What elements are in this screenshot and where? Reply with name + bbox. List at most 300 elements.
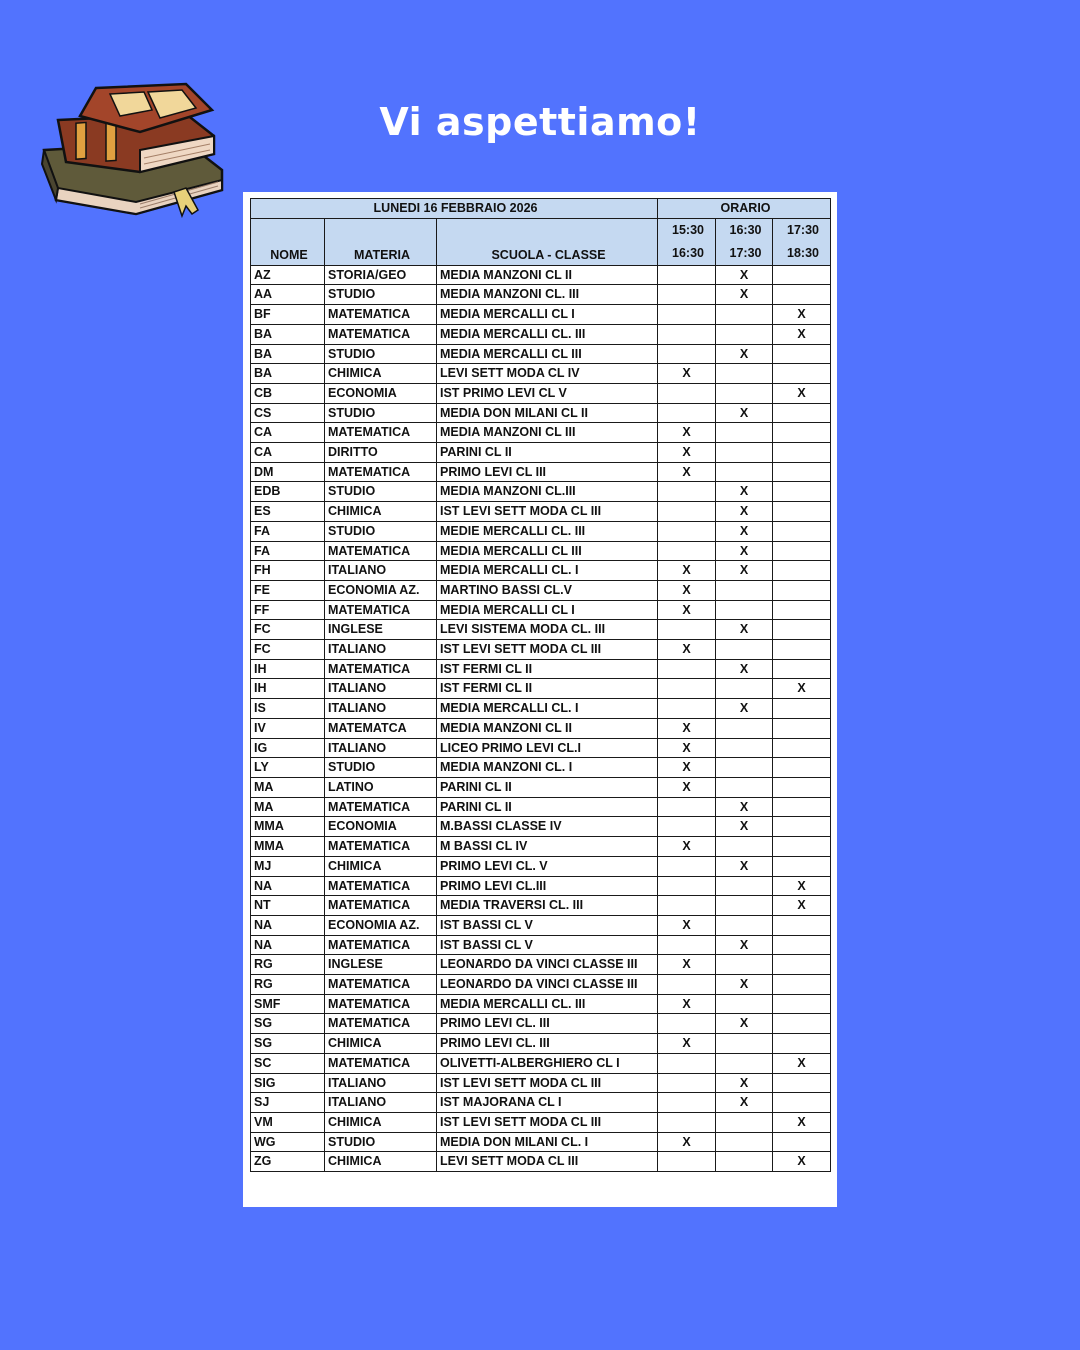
cell-materia: MATEMATICA <box>325 324 437 344</box>
cell-materia: CHIMICA <box>325 1034 437 1054</box>
cell-slot-2: X <box>716 1093 773 1113</box>
cell-scuola: PRIMO LEVI CL. III <box>437 1014 658 1034</box>
cell-materia: MATEMATCA <box>325 718 437 738</box>
cell-scuola: IST FERMI CL II <box>437 659 658 679</box>
cell-nome: MMA <box>251 817 325 837</box>
cell-scuola: MEDIA MERCALLI CL. I <box>437 699 658 719</box>
cell-scuola: MEDIA MERCALLI CL I <box>437 305 658 325</box>
cell-slot-3 <box>773 403 831 423</box>
cell-scuola: IST FERMI CL II <box>437 679 658 699</box>
cell-slot-3: X <box>773 876 831 896</box>
cell-slot-2 <box>716 383 773 403</box>
cell-materia: CHIMICA <box>325 1152 437 1172</box>
table-row <box>251 324 831 344</box>
cell-materia: MATEMATICA <box>325 305 437 325</box>
cell-slot-3 <box>773 285 831 305</box>
cell-slot-1 <box>658 403 716 423</box>
cell-slot-2 <box>716 364 773 384</box>
cell-slot-1 <box>658 659 716 679</box>
cell-nome: AA <box>251 285 325 305</box>
cell-slot-1 <box>658 975 716 995</box>
cell-slot-3 <box>773 541 831 561</box>
cell-materia: STUDIO <box>325 482 437 502</box>
cell-scuola: MEDIA MANZONI CL. III <box>437 285 658 305</box>
cell-materia: STUDIO <box>325 344 437 364</box>
table-row <box>251 265 831 285</box>
cell-materia: CHIMICA <box>325 1112 437 1132</box>
cell-slot-1 <box>658 344 716 364</box>
cell-slot-3 <box>773 994 831 1014</box>
cell-slot-1 <box>658 699 716 719</box>
cell-materia: MATEMATICA <box>325 423 437 443</box>
cell-slot-3 <box>773 443 831 463</box>
cell-materia: STUDIO <box>325 1132 437 1152</box>
cell-slot-2 <box>716 324 773 344</box>
cell-nome: IS <box>251 699 325 719</box>
cell-scuola: MEDIA MERCALLI CL. III <box>437 324 658 344</box>
cell-materia: STUDIO <box>325 521 437 541</box>
cell-nome: IV <box>251 718 325 738</box>
cell-nome: RG <box>251 955 325 975</box>
cell-materia: MATEMATICA <box>325 896 437 916</box>
cell-materia: MATEMATICA <box>325 462 437 482</box>
cell-scuola: PARINI CL II <box>437 443 658 463</box>
cell-slot-2 <box>716 876 773 896</box>
cell-materia: MATEMATICA <box>325 837 437 857</box>
cell-materia: ITALIANO <box>325 738 437 758</box>
cell-slot-1 <box>658 935 716 955</box>
table-row <box>251 758 831 778</box>
cell-scuola: LEVI SISTEMA MODA CL. III <box>437 620 658 640</box>
column-header-materia: MATERIA <box>325 218 437 265</box>
cell-slot-1 <box>658 521 716 541</box>
cell-scuola: MEDIA MERCALLI CL III <box>437 541 658 561</box>
cell-slot-3: X <box>773 1112 831 1132</box>
cell-scuola: PRIMO LEVI CL. III <box>437 1034 658 1054</box>
table-row <box>251 1132 831 1152</box>
table-row <box>251 797 831 817</box>
cell-slot-1 <box>658 896 716 916</box>
cell-scuola: MEDIA TRAVERSI CL. III <box>437 896 658 916</box>
slot-header <box>658 218 716 265</box>
cell-slot-2 <box>716 600 773 620</box>
cell-slot-1 <box>658 482 716 502</box>
cell-nome: SG <box>251 1014 325 1034</box>
cell-scuola: LEVI SETT MODA CL IV <box>437 364 658 384</box>
cell-nome: DM <box>251 462 325 482</box>
cell-slot-3 <box>773 364 831 384</box>
cell-slot-1 <box>658 876 716 896</box>
cell-nome: MA <box>251 797 325 817</box>
cell-scuola: IST LEVI SETT MODA CL III <box>437 1073 658 1093</box>
cell-nome: IH <box>251 659 325 679</box>
cell-slot-3 <box>773 856 831 876</box>
cell-slot-3 <box>773 620 831 640</box>
cell-scuola: MEDIA MERCALLI CL. I <box>437 561 658 581</box>
table-row <box>251 699 831 719</box>
cell-scuola: OLIVETTI-ALBERGHIERO CL I <box>437 1053 658 1073</box>
schedule-sheet <box>243 192 837 1207</box>
cell-slot-2 <box>716 758 773 778</box>
cell-slot-1: X <box>658 580 716 600</box>
cell-nome: CB <box>251 383 325 403</box>
cell-slot-1 <box>658 817 716 837</box>
cell-materia: ECONOMIA <box>325 817 437 837</box>
cell-slot-3: X <box>773 305 831 325</box>
cell-slot-3 <box>773 1014 831 1034</box>
cell-nome: ZG <box>251 1152 325 1172</box>
cell-materia: MATEMATICA <box>325 600 437 620</box>
slot-header <box>716 218 773 265</box>
slot-end: 17:30 <box>729 245 762 260</box>
cell-slot-1: X <box>658 777 716 797</box>
cell-materia: INGLESE <box>325 955 437 975</box>
cell-slot-3 <box>773 975 831 995</box>
cell-slot-1: X <box>658 640 716 660</box>
cell-nome: NA <box>251 915 325 935</box>
cell-slot-1: X <box>658 1132 716 1152</box>
table-row <box>251 896 831 916</box>
cell-slot-1 <box>658 856 716 876</box>
cell-scuola: MARTINO BASSI CL.V <box>437 580 658 600</box>
cell-slot-2 <box>716 738 773 758</box>
table-row <box>251 423 831 443</box>
cell-slot-1: X <box>658 1034 716 1054</box>
cell-nome: SC <box>251 1053 325 1073</box>
table-row <box>251 1152 831 1172</box>
cell-nome: FA <box>251 521 325 541</box>
cell-scuola: IST BASSI CL V <box>437 935 658 955</box>
cell-slot-3 <box>773 640 831 660</box>
cell-nome: FE <box>251 580 325 600</box>
cell-slot-1 <box>658 620 716 640</box>
table-row <box>251 659 831 679</box>
cell-nome: FC <box>251 620 325 640</box>
table-row <box>251 975 831 995</box>
cell-slot-3 <box>773 561 831 581</box>
table-row <box>251 580 831 600</box>
cell-slot-2 <box>716 915 773 935</box>
cell-materia: MATEMATICA <box>325 541 437 561</box>
cell-slot-1 <box>658 285 716 305</box>
cell-slot-3 <box>773 659 831 679</box>
slot-end: 16:30 <box>672 245 705 260</box>
table-row <box>251 620 831 640</box>
table-row <box>251 1093 831 1113</box>
cell-slot-1 <box>658 1112 716 1132</box>
cell-slot-1 <box>658 305 716 325</box>
cell-nome: AZ <box>251 265 325 285</box>
slot-start: 16:30 <box>729 222 762 237</box>
cell-scuola: MEDIA MANZONI CL II <box>437 265 658 285</box>
cell-materia: MATEMATICA <box>325 797 437 817</box>
cell-slot-1 <box>658 383 716 403</box>
table-row <box>251 600 831 620</box>
cell-slot-2 <box>716 423 773 443</box>
cell-nome: VM <box>251 1112 325 1132</box>
cell-slot-2 <box>716 837 773 857</box>
cell-nome: MA <box>251 777 325 797</box>
cell-slot-2 <box>716 1152 773 1172</box>
cell-slot-2: X <box>716 482 773 502</box>
cell-nome: NA <box>251 935 325 955</box>
table-row <box>251 285 831 305</box>
cell-slot-1: X <box>658 758 716 778</box>
cell-scuola: MEDIA DON MILANI CL II <box>437 403 658 423</box>
table-row <box>251 1014 831 1034</box>
cell-scuola: PARINI CL II <box>437 777 658 797</box>
date-header: LUNEDI 16 FEBBRAIO 2026 <box>251 199 658 219</box>
table-row <box>251 817 831 837</box>
cell-materia: CHIMICA <box>325 364 437 384</box>
cell-nome: FA <box>251 541 325 561</box>
table-row <box>251 521 831 541</box>
cell-scuola: IST LEVI SETT MODA CL III <box>437 640 658 660</box>
cell-slot-2: X <box>716 541 773 561</box>
cell-materia: MATEMATICA <box>325 876 437 896</box>
cell-slot-1 <box>658 265 716 285</box>
cell-slot-2: X <box>716 502 773 522</box>
cell-slot-1: X <box>658 994 716 1014</box>
cell-slot-1 <box>658 679 716 699</box>
cell-slot-2 <box>716 718 773 738</box>
cell-slot-2 <box>716 462 773 482</box>
cell-slot-2: X <box>716 403 773 423</box>
cell-scuola: LEONARDO DA VINCI CLASSE III <box>437 955 658 975</box>
cell-slot-3 <box>773 521 831 541</box>
cell-slot-2 <box>716 896 773 916</box>
table-row <box>251 994 831 1014</box>
cell-scuola: LEVI SETT MODA CL III <box>437 1152 658 1172</box>
cell-slot-1: X <box>658 837 716 857</box>
table-row <box>251 462 831 482</box>
cell-materia: ECONOMIA AZ. <box>325 580 437 600</box>
cell-nome: BA <box>251 344 325 364</box>
cell-scuola: MEDIA MANZONI CL III <box>437 423 658 443</box>
table-row <box>251 443 831 463</box>
cell-slot-2: X <box>716 699 773 719</box>
cell-slot-3 <box>773 797 831 817</box>
cell-scuola: MEDIA MERCALLI CL III <box>437 344 658 364</box>
cell-slot-2 <box>716 1132 773 1152</box>
cell-materia: MATEMATICA <box>325 659 437 679</box>
cell-scuola: MEDIA MERCALLI CL. III <box>437 994 658 1014</box>
cell-slot-1 <box>658 1053 716 1073</box>
cell-materia: MATEMATICA <box>325 1014 437 1034</box>
cell-slot-2 <box>716 1053 773 1073</box>
cell-slot-3 <box>773 462 831 482</box>
cell-scuola: MEDIA MANZONI CL. I <box>437 758 658 778</box>
cell-scuola: PARINI CL II <box>437 797 658 817</box>
cell-slot-2 <box>716 640 773 660</box>
cell-materia: ECONOMIA AZ. <box>325 915 437 935</box>
cell-slot-2: X <box>716 285 773 305</box>
cell-slot-3: X <box>773 1053 831 1073</box>
table-row <box>251 344 831 364</box>
table-row <box>251 482 831 502</box>
headline: Vi aspettiamo! <box>379 100 701 144</box>
cell-slot-1: X <box>658 718 716 738</box>
cell-slot-2 <box>716 443 773 463</box>
cell-slot-1: X <box>658 600 716 620</box>
table-row <box>251 640 831 660</box>
cell-scuola: PRIMO LEVI CL.III <box>437 876 658 896</box>
schedule-rows <box>251 265 831 1171</box>
cell-slot-2 <box>716 777 773 797</box>
cell-scuola: M.BASSI CLASSE IV <box>437 817 658 837</box>
cell-nome: CS <box>251 403 325 423</box>
cell-slot-3: X <box>773 383 831 403</box>
orario-header: ORARIO <box>658 199 831 219</box>
cell-slot-2 <box>716 580 773 600</box>
cell-slot-1 <box>658 502 716 522</box>
cell-nome: NA <box>251 876 325 896</box>
cell-materia: MATEMATICA <box>325 994 437 1014</box>
cell-slot-3 <box>773 738 831 758</box>
cell-slot-2: X <box>716 344 773 364</box>
cell-slot-1 <box>658 1014 716 1034</box>
table-row <box>251 955 831 975</box>
column-header-nome: NOME <box>251 218 325 265</box>
cell-materia: DIRITTO <box>325 443 437 463</box>
cell-slot-1: X <box>658 364 716 384</box>
column-header-scuola: SCUOLA - CLASSE <box>437 218 658 265</box>
cell-materia: MATEMATICA <box>325 975 437 995</box>
slot-start: 15:30 <box>672 222 705 237</box>
cell-slot-1: X <box>658 443 716 463</box>
cell-nome: IG <box>251 738 325 758</box>
cell-slot-3 <box>773 502 831 522</box>
cell-nome: IH <box>251 679 325 699</box>
cell-scuola: MEDIE MERCALLI CL. III <box>437 521 658 541</box>
cell-slot-3 <box>773 1132 831 1152</box>
table-row <box>251 935 831 955</box>
cell-scuola: M BASSI CL IV <box>437 837 658 857</box>
cell-slot-2: X <box>716 817 773 837</box>
cell-nome: BA <box>251 324 325 344</box>
cell-slot-1: X <box>658 915 716 935</box>
table-row <box>251 305 831 325</box>
cell-scuola: IST LEVI SETT MODA CL III <box>437 502 658 522</box>
cell-materia: CHIMICA <box>325 502 437 522</box>
cell-nome: LY <box>251 758 325 778</box>
cell-materia: STUDIO <box>325 285 437 305</box>
cell-slot-1: X <box>658 423 716 443</box>
cell-slot-3: X <box>773 679 831 699</box>
cell-slot-3 <box>773 1093 831 1113</box>
table-row <box>251 403 831 423</box>
cell-slot-2: X <box>716 659 773 679</box>
table-row <box>251 541 831 561</box>
cell-slot-1: X <box>658 561 716 581</box>
cell-slot-1: X <box>658 462 716 482</box>
cell-slot-3 <box>773 777 831 797</box>
cell-materia: ITALIANO <box>325 699 437 719</box>
cell-scuola: IST LEVI SETT MODA CL III <box>437 1112 658 1132</box>
table-row <box>251 364 831 384</box>
cell-nome: NT <box>251 896 325 916</box>
cell-materia: ITALIANO <box>325 679 437 699</box>
cell-materia: ECONOMIA <box>325 383 437 403</box>
cell-slot-3 <box>773 600 831 620</box>
slot-header <box>773 218 831 265</box>
slot-start: 17:30 <box>787 222 820 237</box>
cell-slot-1 <box>658 1093 716 1113</box>
cell-slot-3 <box>773 935 831 955</box>
cell-slot-2 <box>716 305 773 325</box>
table-row <box>251 718 831 738</box>
cell-nome: RG <box>251 975 325 995</box>
cell-slot-2: X <box>716 521 773 541</box>
cell-slot-2 <box>716 1112 773 1132</box>
cell-nome: MMA <box>251 837 325 857</box>
cell-materia: CHIMICA <box>325 856 437 876</box>
cell-slot-2 <box>716 955 773 975</box>
cell-slot-3 <box>773 758 831 778</box>
cell-slot-2: X <box>716 1014 773 1034</box>
cell-materia: ITALIANO <box>325 1093 437 1113</box>
cell-nome: SJ <box>251 1093 325 1113</box>
cell-materia: ITALIANO <box>325 640 437 660</box>
cell-slot-2: X <box>716 856 773 876</box>
cell-slot-3: X <box>773 1152 831 1172</box>
cell-slot-3: X <box>773 324 831 344</box>
cell-scuola: IST BASSI CL V <box>437 915 658 935</box>
cell-slot-3 <box>773 699 831 719</box>
cell-nome: WG <box>251 1132 325 1152</box>
cell-nome: ES <box>251 502 325 522</box>
cell-materia: ITALIANO <box>325 561 437 581</box>
cell-materia: STUDIO <box>325 758 437 778</box>
cell-slot-2: X <box>716 1073 773 1093</box>
cell-slot-1 <box>658 797 716 817</box>
table-row <box>251 738 831 758</box>
table-row <box>251 561 831 581</box>
cell-scuola: MEDIA MANZONI CL II <box>437 718 658 738</box>
table-row <box>251 1034 831 1054</box>
stack-of-books-icon <box>36 80 226 220</box>
cell-nome: SMF <box>251 994 325 1014</box>
cell-materia: MATEMATICA <box>325 935 437 955</box>
cell-scuola: LEONARDO DA VINCI CLASSE III <box>437 975 658 995</box>
cell-slot-1 <box>658 1073 716 1093</box>
cell-slot-2 <box>716 1034 773 1054</box>
cell-slot-3 <box>773 837 831 857</box>
cell-materia: LATINO <box>325 777 437 797</box>
cell-materia: STUDIO <box>325 403 437 423</box>
cell-materia: STORIA/GEO <box>325 265 437 285</box>
cell-scuola: PRIMO LEVI CL. V <box>437 856 658 876</box>
cell-slot-3 <box>773 718 831 738</box>
cell-slot-1 <box>658 541 716 561</box>
cell-scuola: MEDIA MANZONI CL.III <box>437 482 658 502</box>
cell-nome: CA <box>251 423 325 443</box>
cell-slot-3: X <box>773 896 831 916</box>
cell-slot-2: X <box>716 797 773 817</box>
cell-nome: FC <box>251 640 325 660</box>
table-row <box>251 502 831 522</box>
table-row <box>251 383 831 403</box>
cell-slot-3 <box>773 482 831 502</box>
table-row <box>251 837 831 857</box>
cell-slot-3 <box>773 344 831 364</box>
cell-scuola: IST MAJORANA CL I <box>437 1093 658 1113</box>
cell-slot-2 <box>716 994 773 1014</box>
cell-nome: CA <box>251 443 325 463</box>
cell-nome: BA <box>251 364 325 384</box>
cell-slot-3 <box>773 265 831 285</box>
cell-slot-2: X <box>716 935 773 955</box>
